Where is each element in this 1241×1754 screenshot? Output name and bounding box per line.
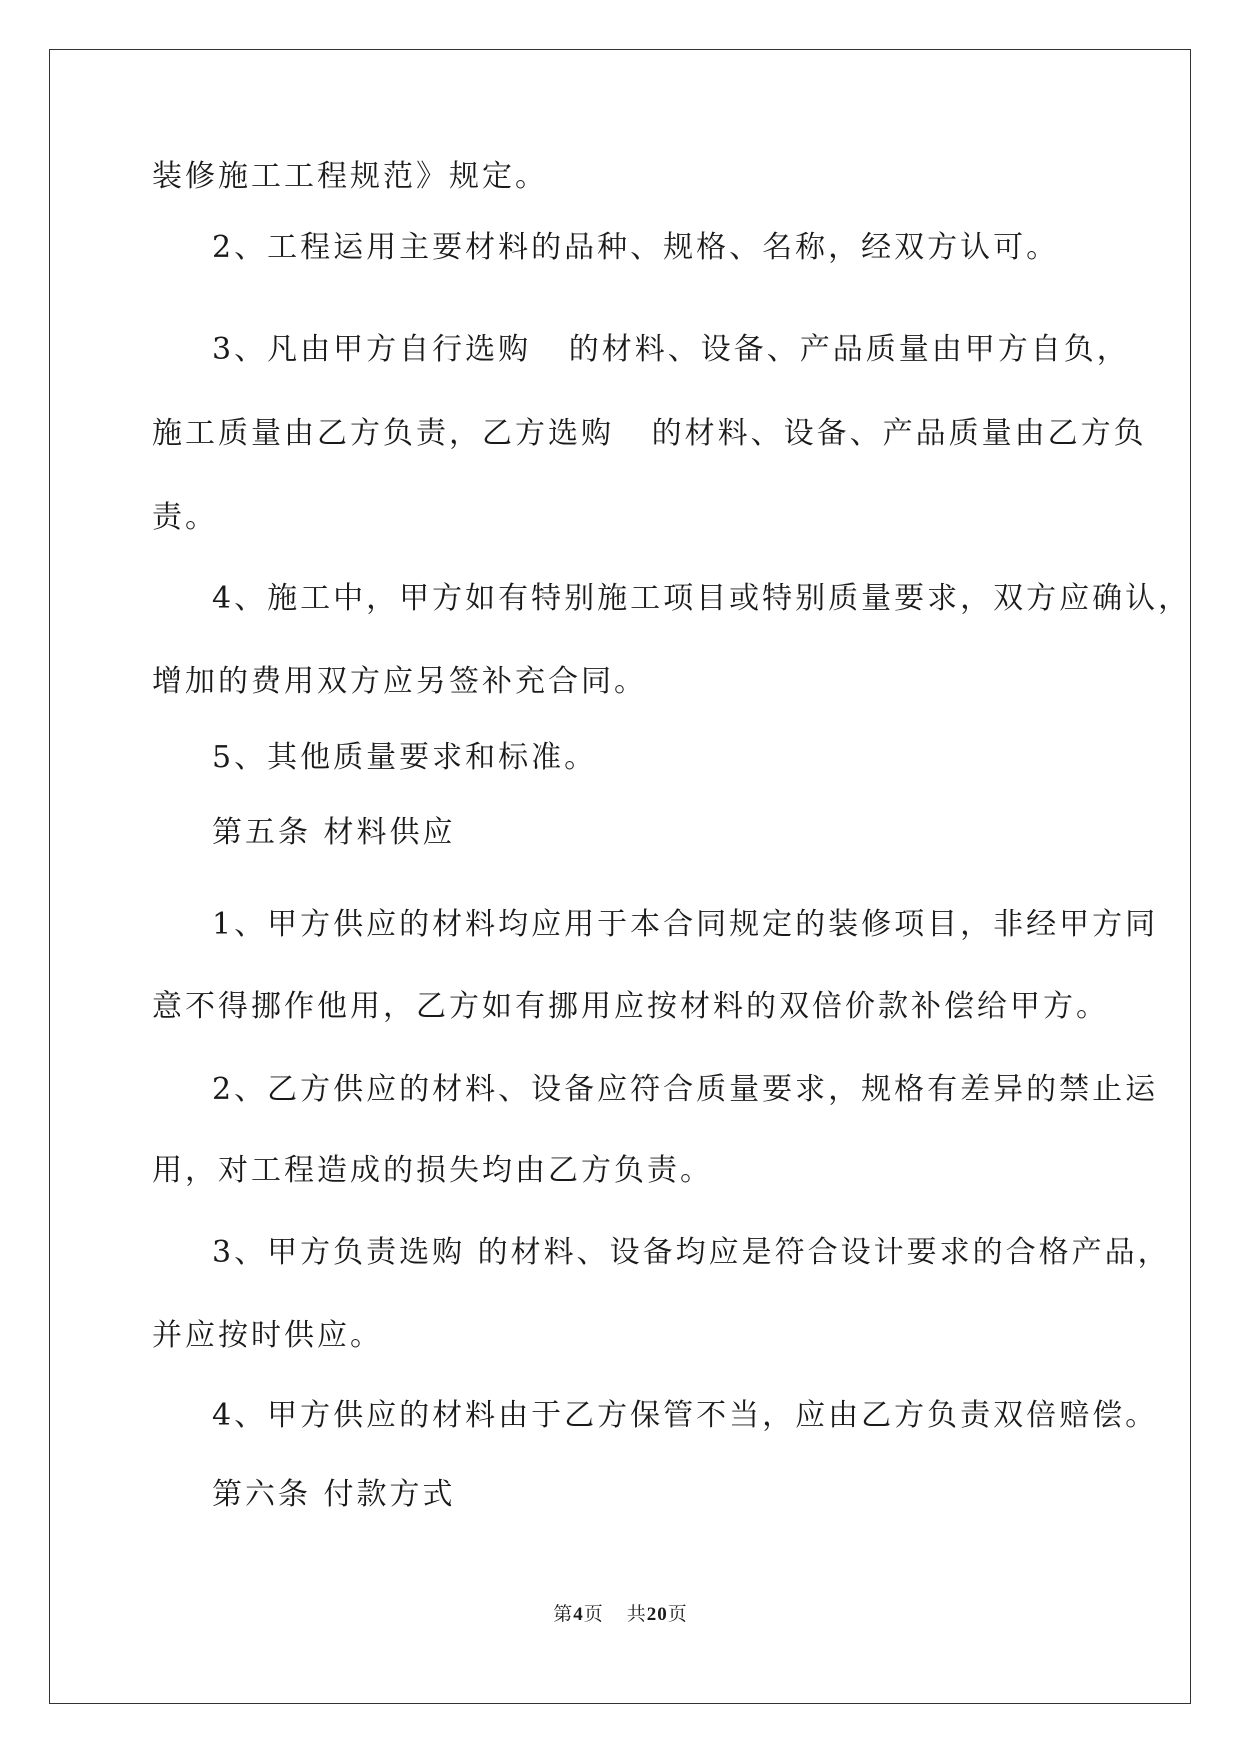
- paragraph-line: 用，对工程造成的损失均由乙方负责。: [152, 1153, 713, 1188]
- total-suffix: 页: [667, 1604, 688, 1625]
- page-prefix: 第: [553, 1604, 574, 1625]
- paragraph-line: 1、甲方供应的材料均应用于本合同规定的装修项目，非经甲方同: [212, 907, 1159, 942]
- paragraph-line: 增加的费用双方应另签补充合同。: [152, 664, 647, 699]
- paragraph-line: 意不得挪作他用，乙方如有挪用应按材料的双倍价款补偿给甲方。: [152, 989, 1109, 1024]
- page-suffix: 页: [583, 1604, 604, 1625]
- paragraph-line: 4、施工中，甲方如有特别施工项目或特别质量要求，双方应确认，: [212, 581, 1192, 616]
- page-border: [49, 49, 1191, 1704]
- total-prefix: 共: [626, 1604, 647, 1625]
- paragraph-line: 2、工程运用主要材料的品种、规格、名称，经双方认可。: [212, 230, 1060, 265]
- section-heading: 第五条 材料供应: [212, 815, 456, 850]
- paragraph-line: 2、乙方供应的材料、设备应符合质量要求，规格有差异的禁止运: [212, 1072, 1159, 1107]
- paragraph-line: 3、凡由甲方自行选购 的材料、设备、产品质量由甲方自负，: [212, 332, 1130, 367]
- paragraph-line: 并应按时供应。: [152, 1318, 383, 1353]
- total-pages: 20: [646, 1604, 668, 1625]
- paragraph-line: 3、甲方负责选购 的材料、设备均应是符合设计要求的合格产品，: [212, 1235, 1171, 1270]
- section-heading: 第六条 付款方式: [212, 1477, 456, 1512]
- page-number: 4: [573, 1604, 584, 1625]
- paragraph-line: 4、甲方供应的材料由于乙方保管不当，应由乙方负责双倍赔偿。: [212, 1398, 1159, 1433]
- paragraph-line: 责。: [152, 500, 218, 535]
- page-footer: [0, 1599, 1241, 1626]
- paragraph-line: 装修施工工程规范》规定。: [152, 159, 548, 194]
- paragraph-line: 5、其他质量要求和标准。: [212, 740, 598, 775]
- paragraph-line: 施工质量由乙方负责，乙方选购 的材料、设备、产品质量由乙方负: [152, 416, 1147, 451]
